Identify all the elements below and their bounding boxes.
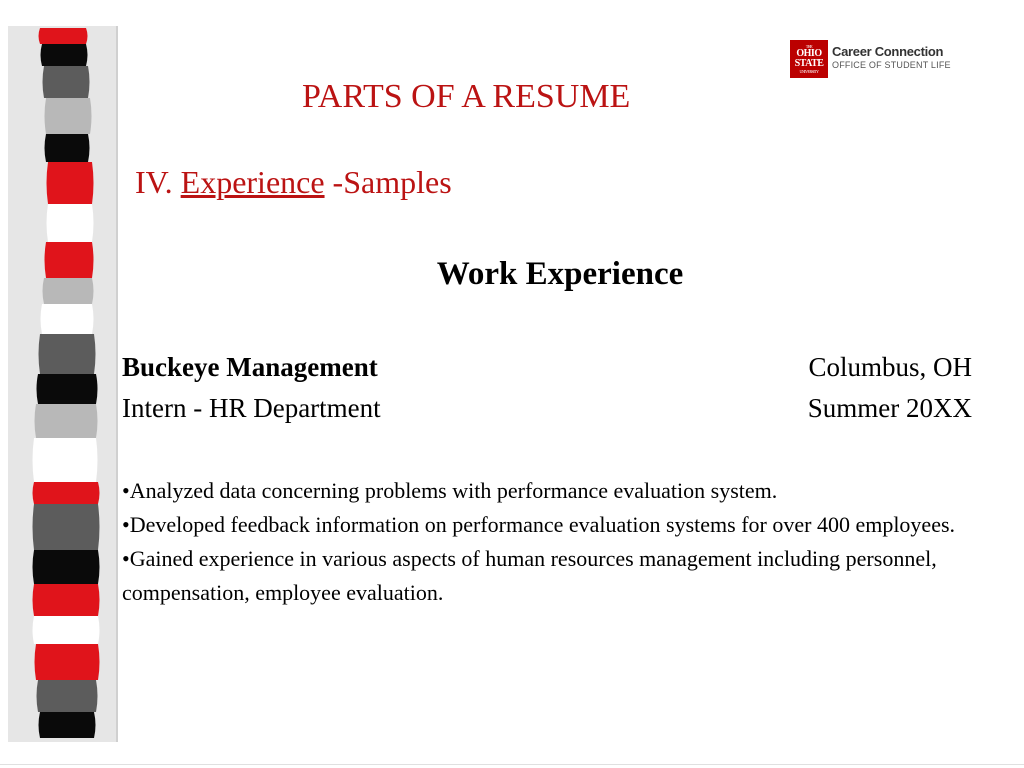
decorative-striped-band xyxy=(0,0,130,768)
bullet-item: •Analyzed data concerning problems with performance evaluation system. xyxy=(122,478,778,503)
subtitle-suffix: -Samples xyxy=(324,164,452,200)
logo-subtitle: OFFICE OF STUDENT LIFE xyxy=(832,60,951,70)
band-stripe xyxy=(45,98,92,134)
band-stripe xyxy=(41,304,94,334)
band-stripe xyxy=(39,334,96,374)
band-stripe xyxy=(33,438,98,482)
bottom-divider xyxy=(0,764,1024,765)
band-stripe xyxy=(47,162,94,204)
employer-name: Buckeye Management xyxy=(122,352,378,382)
decorative-band-edge xyxy=(116,26,118,742)
band-stripe xyxy=(41,44,88,66)
slide-title: PARTS OF A RESUME xyxy=(302,78,631,115)
employer-location: Columbus, OH xyxy=(808,352,972,382)
experience-link[interactable]: Experience xyxy=(180,164,325,200)
band-stripe xyxy=(35,404,98,438)
position-title: Intern - HR Department xyxy=(122,393,381,423)
band-stripe xyxy=(45,134,90,162)
bullet-item: •Developed feedback information on performance evaluation systems for over 400 employees. xyxy=(122,512,956,537)
band-stripe xyxy=(37,374,98,404)
band-stripe xyxy=(47,204,94,242)
experience-bullet-list xyxy=(122,474,1002,610)
slide-subtitle xyxy=(135,164,452,201)
band-stripe xyxy=(39,712,96,738)
band-stripe xyxy=(43,66,90,98)
bullet-item: •Gained experience in various aspects of human resources management including personnel, compensation, employee evaluation. xyxy=(122,546,937,605)
band-stripe xyxy=(33,504,100,550)
employment-dates: Summer 20XX xyxy=(807,393,972,423)
band-stripe xyxy=(33,616,100,644)
ohio-state-seal: THE OHIO STATE UNIVERSITY xyxy=(790,40,828,78)
logo-title: Career Connection xyxy=(832,44,944,59)
band-stripe xyxy=(39,28,88,44)
band-stripe xyxy=(37,680,98,712)
band-stripe xyxy=(33,482,100,504)
band-stripe xyxy=(35,644,100,680)
band-stripe xyxy=(33,550,100,584)
section-heading: Work Experience xyxy=(436,256,684,292)
band-stripe xyxy=(33,584,100,616)
subtitle-prefix: IV. xyxy=(135,164,181,200)
